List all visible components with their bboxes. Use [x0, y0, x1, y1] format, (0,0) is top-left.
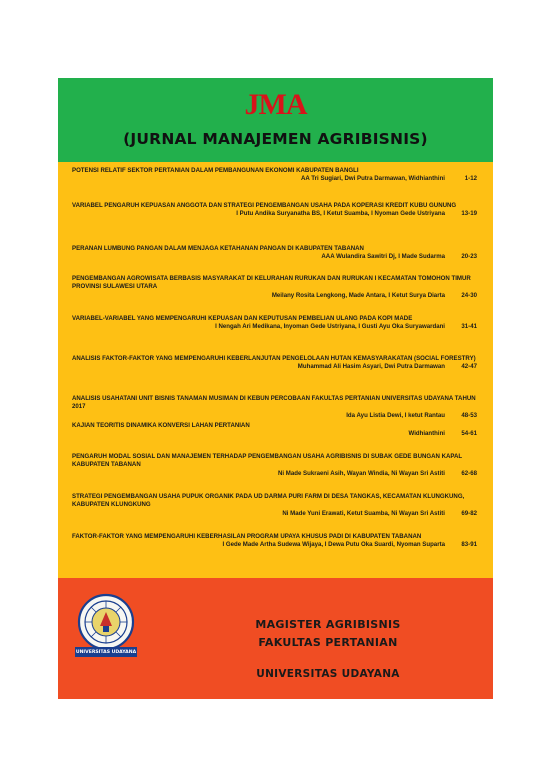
toc-entry[interactable]	[72, 355, 477, 372]
article-authors: AA Tri Sugiari, Dwi Putra Darmawan, Widhianthini	[301, 175, 445, 183]
toc-entry[interactable]	[72, 533, 477, 550]
footer-band	[58, 578, 493, 699]
article-title: FAKTOR-FAKTOR YANG MEMPENGARUHI KEBERHASILAN PROGRAM UPAYA KHUSUS PADI DI KABUPATEN TABANAN	[72, 533, 422, 540]
article-authors: I Nengah Ari Medikana, Inyoman Gede Ustriyana, I Gusti Ayu Oka Suryawardani	[215, 323, 445, 331]
article-pages: 54-61	[461, 430, 477, 438]
toc-entry[interactable]	[72, 493, 477, 518]
header-band	[58, 78, 493, 162]
article-byline	[72, 253, 477, 261]
article-title: PERANAN LUMBUNG PANGAN DALAM MENJAGA KETAHANAN PANGAN DI KABUPATEN TABANAN	[72, 245, 364, 252]
article-title: PENGARUH MODAL SOSIAL DAN MANAJEMEN TERHADAP PENGEMBANGAN USAHA AGRIBISNIS DI SUBAK GEDE BUNGAN KAPAL KABUPATEN TABANAN	[72, 453, 463, 469]
article-pages: 62-68	[461, 469, 477, 477]
article-pages: 83-91	[461, 541, 477, 549]
article-title: VARIABEL PENGARUH KEPUASAN ANGGOTA DAN STRATEGI PENGEMBANGAN USAHA PADA KOPERASI KREDIT KUBU GUNUNG	[72, 202, 457, 209]
article-title: KAJIAN TEORITIS DINAMIKA KONVERSI LAHAN PERTANIAN	[72, 422, 250, 429]
article-byline	[72, 292, 477, 300]
article-pages: 13-19	[461, 210, 477, 218]
journal-title: (JURNAL MANAJEMEN AGRIBISNIS)	[123, 130, 428, 148]
article-byline	[72, 323, 477, 331]
article-pages: 31-41	[461, 323, 477, 331]
toc-entry[interactable]	[72, 245, 477, 262]
article-authors: Ni Made Yuni Erawati, Ketut Suamba, Ni Wayan Sri Astiti	[282, 509, 445, 517]
article-title: PENGEMBANGAN AGROWISATA BERBASIS MASYARAKAT DI KELURAHAN RURUKAN DAN RURUKAN I KECAMATAN TOMOHON TIMUR PROVINSI SULAWESI UTARA	[72, 275, 471, 291]
article-pages: 48-53	[461, 411, 477, 419]
article-authors: I Putu Andika Suryanatha BS, I Ketut Suamba, I Nyoman Gede Ustriyana	[236, 210, 445, 218]
seal-caption: UNIVERSITAS UDAYANA	[75, 650, 137, 655]
article-title: POTENSI RELATIF SEKTOR PERTANIAN DALAM PEMBANGUNAN EKONOMI KABUPATEN BANGLI	[72, 167, 359, 174]
article-pages: 42-47	[461, 363, 477, 371]
article-authors: AAA Wulandira Sawitri Dj, I Made Sudarma	[321, 253, 445, 261]
article-authors: Ida Ayu Listia Dewi, I ketut Rantau	[346, 411, 445, 419]
program-name: MAGISTER AGRIBISNIS	[255, 618, 401, 631]
article-title: STRATEGI PENGEMBANGAN USAHA PUPUK ORGANIK PADA UD DARMA PURI FARM DI DESA TANGKAS, KECAMATAN KLUNGKUNG, KABUPATEN KLUNGKUNG	[72, 493, 465, 509]
article-byline	[72, 430, 477, 438]
article-authors: Meilany Rosita Lengkong, Made Antara, I Ketut Surya Diarta	[271, 291, 445, 299]
article-title: VARIABEL-VARIABEL YANG MEMPENGARUHI KEPUASAN DAN KEPUTUSAN PEMBELIAN ULANG PADA KOPI MADE	[72, 315, 413, 322]
toc-entry[interactable]	[72, 395, 477, 420]
toc-entry[interactable]	[72, 167, 477, 184]
article-title: ANALISIS USAHATANI UNIT BISNIS TANAMAN MUSIMAN DI KEBUN PERCOBAAN FAKULTAS PERTANIAN UNIVERSITAS UDAYANA TAHUN 2017	[72, 395, 476, 411]
article-authors: I Gede Made Artha Sudewa Wijaya, I Dewa Putu Oka Suardi, Nyoman Suparta	[222, 541, 445, 549]
faculty-name: FAKULTAS PERTANIAN	[258, 636, 398, 649]
journal-logo: JMA	[244, 88, 307, 121]
article-authors: Ni Made Sukraeni Asih, Wayan Windia, Ni Wayan Sri Astiti	[278, 469, 445, 477]
article-byline	[72, 363, 477, 371]
article-title: ANALISIS FAKTOR-FAKTOR YANG MEMPENGARUHI KEBERLANJUTAN PENGELOLAAN HUTAN KEMASYARAKATAN (SOCIAL FORESTRY)	[72, 355, 476, 362]
article-pages: 24-30	[461, 291, 477, 299]
toc-entry[interactable]	[72, 275, 477, 300]
toc-entry[interactable]	[72, 422, 477, 439]
article-authors: Muhammad Ali Hasim Asyari, Dwi Putra Darmawan	[297, 363, 445, 371]
article-byline	[72, 510, 477, 518]
article-byline	[72, 175, 477, 183]
article-byline	[72, 470, 477, 478]
toc-entry[interactable]	[72, 453, 477, 478]
toc-entry[interactable]	[72, 315, 477, 332]
article-byline	[72, 541, 477, 549]
article-byline	[72, 412, 477, 420]
article-byline	[72, 210, 477, 218]
journal-cover	[58, 78, 493, 699]
university-name: UNIVERSITAS UDAYANA	[256, 668, 400, 680]
article-pages: 20-23	[461, 253, 477, 261]
table-of-contents	[58, 162, 493, 578]
toc-entry[interactable]	[72, 202, 477, 219]
article-pages: 69-82	[461, 509, 477, 517]
article-authors: Widhianthini	[408, 430, 445, 438]
article-pages: 1-12	[464, 175, 477, 183]
